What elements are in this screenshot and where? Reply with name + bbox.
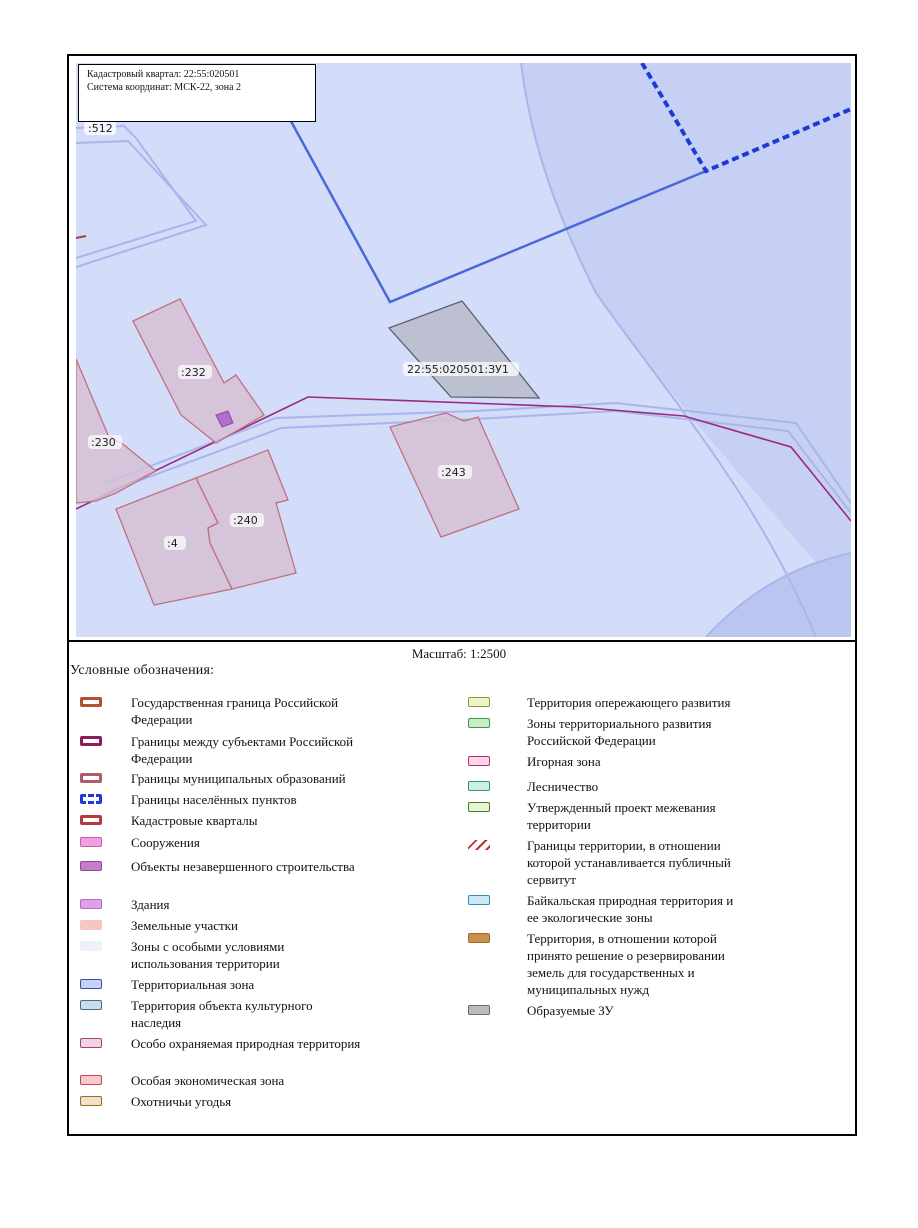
new-parcel-zu1[interactable] [389, 301, 539, 398]
gambling-zone-swatch [468, 756, 490, 766]
economic-zone-label: Особая экономическая зона [131, 1073, 285, 1088]
parcel-230 [76, 359, 156, 503]
municipal-border-swatch [80, 773, 102, 783]
settlement-border-swatch [80, 794, 102, 804]
map-legend-separator [67, 640, 857, 642]
territorial-zone-swatch [80, 979, 102, 989]
economic-zone-swatch [80, 1075, 102, 1085]
municipal-border-label: Границы муниципальных образований [131, 771, 346, 786]
label-243: :243 [441, 466, 466, 479]
structures-label: Сооружения [131, 835, 200, 850]
cadastral-quarter-text: Кадастровый квартал: 22:55:020501 [87, 69, 240, 80]
territorial-zone-label: Территориальная зона [131, 977, 255, 992]
map-info-box [78, 64, 316, 122]
survey-project-swatch [468, 802, 490, 812]
baikal-territory-label: Байкальская природная территория и ее экологические зоны [527, 893, 734, 925]
formed-plots-swatch [468, 1005, 490, 1015]
label-230: :230 [91, 436, 116, 449]
label-232: :232 [181, 366, 206, 379]
forestry-label: Лесничество [527, 779, 599, 794]
subject-border-left [76, 236, 86, 238]
map-scale: Масштаб: 1:2500 [411, 646, 507, 661]
cadastral-quarters-swatch [80, 815, 102, 825]
hunting-grounds-swatch [80, 1096, 102, 1106]
reserved-lands-label: Территория, в отношении которой принято решение о резервировании земель для государственных и муниципальных нужд [527, 931, 725, 997]
legend-title: Условные обозначения: [70, 663, 215, 678]
reserved-lands-swatch [468, 933, 490, 943]
state-border-label: Государственная граница Российской Федерации [131, 695, 339, 727]
label-240: :240 [233, 514, 258, 527]
subject-border-label: Границы между субъектами Российской Федерации [131, 734, 354, 766]
subject-border-swatch [80, 736, 102, 746]
hunting-grounds-label: Охотничьи угодья [131, 1094, 232, 1109]
state-border-swatch [80, 697, 102, 707]
unfinished-objects-label: Объекты незавершенного строительства [131, 859, 355, 874]
public-easement-swatch [468, 840, 490, 850]
territorial-zone-right [521, 63, 851, 603]
label-4: :4 [167, 537, 178, 550]
advanced-development-swatch [468, 697, 490, 707]
cadastral-quarters-label: Кадастровые кварталы [131, 813, 258, 828]
label-new-parcel: 22:55:020501:ЗУ1 [407, 363, 509, 376]
formed-plots-label: Образуемые ЗУ [527, 1003, 614, 1018]
cadastral-map[interactable] [76, 63, 851, 637]
gambling-zone-label: Игорная зона [527, 754, 601, 769]
land-plots-label: Земельные участки [131, 918, 238, 933]
map-canvas [76, 63, 851, 637]
protected-nature-swatch [80, 1038, 102, 1048]
territorial-zone-bottom-right [706, 553, 851, 637]
public-easement-label: Границы территории, в отношении которой устанавливается публичный сервитут [527, 838, 731, 887]
forestry-swatch [468, 781, 490, 791]
cultural-heritage-swatch [80, 1000, 102, 1010]
special-zones-swatch [80, 941, 102, 951]
unfinished-objects-swatch [80, 861, 102, 871]
territorial-development-label: Зоны территориального развития Российской Федерации [527, 716, 712, 748]
label-512: :512 [88, 122, 113, 135]
survey-project-label: Утвержденный проект межевания территории [527, 800, 716, 832]
advanced-development-label: Территория опережающего развития [527, 695, 731, 710]
buildings-label: Здания [131, 897, 170, 912]
structures-swatch [80, 837, 102, 847]
buildings-swatch [80, 899, 102, 909]
settlement-border-label: Границы населённых пунктов [131, 792, 297, 807]
land-plots-swatch [80, 920, 102, 930]
territorial-development-swatch [468, 718, 490, 728]
special-zones-label: Зоны с особыми условиями использования территории [131, 939, 285, 971]
coordinate-system-text: Система координат: МСК-22, зона 2 [87, 82, 242, 93]
cultural-heritage-label: Территория объекта культурного наследия [131, 998, 313, 1030]
protected-nature-label: Особо охраняемая природная территория [131, 1036, 361, 1051]
baikal-territory-swatch [468, 895, 490, 905]
